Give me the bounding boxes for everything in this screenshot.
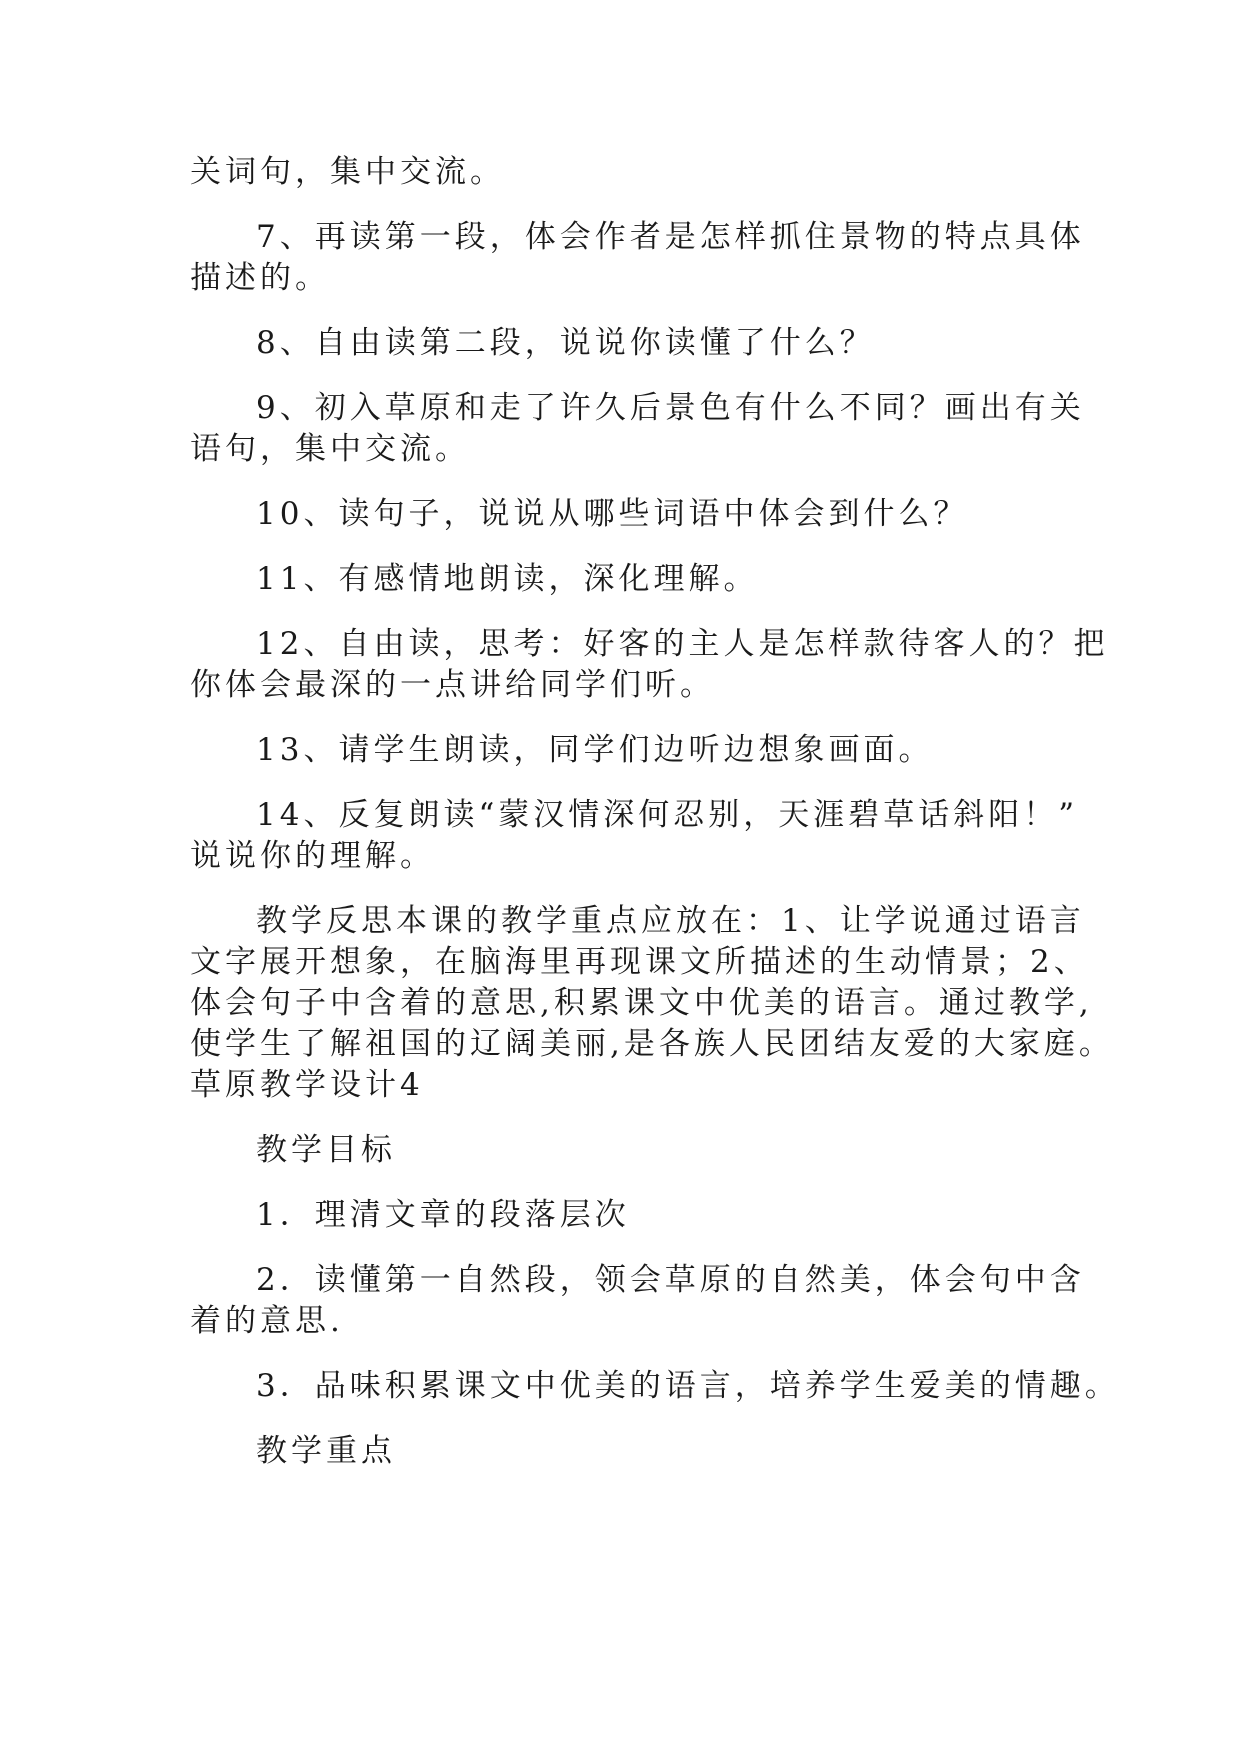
text-line: 12、自由读，思考：好客的主人是怎样款待客人的？把 bbox=[256, 626, 1109, 662]
section-heading: 草原教学设计4 bbox=[190, 1067, 424, 1103]
text-line: 2．读懂第一自然段，领会草原的自然美，体会句中含 bbox=[256, 1262, 1085, 1298]
text-line: 教学反思本课的教学重点应放在：1、让学说通过语言 bbox=[256, 903, 1085, 939]
text-line: 10、读句子，说说从哪些词语中体会到什么？ bbox=[256, 496, 969, 532]
text-line: 说说你的理解。 bbox=[190, 838, 435, 874]
text-line: 你体会最深的一点讲给同学们听。 bbox=[190, 667, 715, 703]
text-line: 13、请学生朗读，同学们边听边想象画面。 bbox=[256, 732, 934, 768]
subheading: 教学目标 bbox=[256, 1132, 396, 1168]
text-line: 语句，集中交流。 bbox=[190, 431, 470, 467]
subheading: 教学重点 bbox=[256, 1433, 396, 1469]
text-line: 描述的。 bbox=[190, 260, 330, 296]
text-line: 关词句，集中交流。 bbox=[190, 154, 505, 190]
text-line: 14、反复朗读“蒙汉情深何忍别，天涯碧草话斜阳！” bbox=[256, 797, 1079, 833]
text-line: 体会句子中含着的意思,积累课文中优美的语言。通过教学, bbox=[190, 985, 1093, 1021]
text-line: 着的意思. bbox=[190, 1303, 344, 1339]
text-line: 7、再读第一段，体会作者是怎样抓住景物的特点具体 bbox=[256, 219, 1085, 255]
text-line: 使学生了解祖国的辽阔美丽,是各族人民团结友爱的大家庭。 bbox=[190, 1026, 1114, 1062]
text-line: 1．理清文章的段落层次 bbox=[256, 1197, 630, 1233]
text-line: 9、初入草原和走了许久后景色有什么不同？画出有关 bbox=[256, 390, 1085, 426]
text-line: 8、自由读第二段，说说你读懂了什么？ bbox=[256, 325, 875, 361]
text-line: 11、有感情地朗读，深化理解。 bbox=[256, 561, 759, 597]
document-page bbox=[190, 152, 1120, 1472]
text-line: 3．品味积累课文中优美的语言，培养学生爱美的情趣。 bbox=[256, 1368, 1120, 1404]
text-line: 文字展开想象，在脑海里再现课文所描述的生动情景；2、 bbox=[190, 944, 1089, 980]
